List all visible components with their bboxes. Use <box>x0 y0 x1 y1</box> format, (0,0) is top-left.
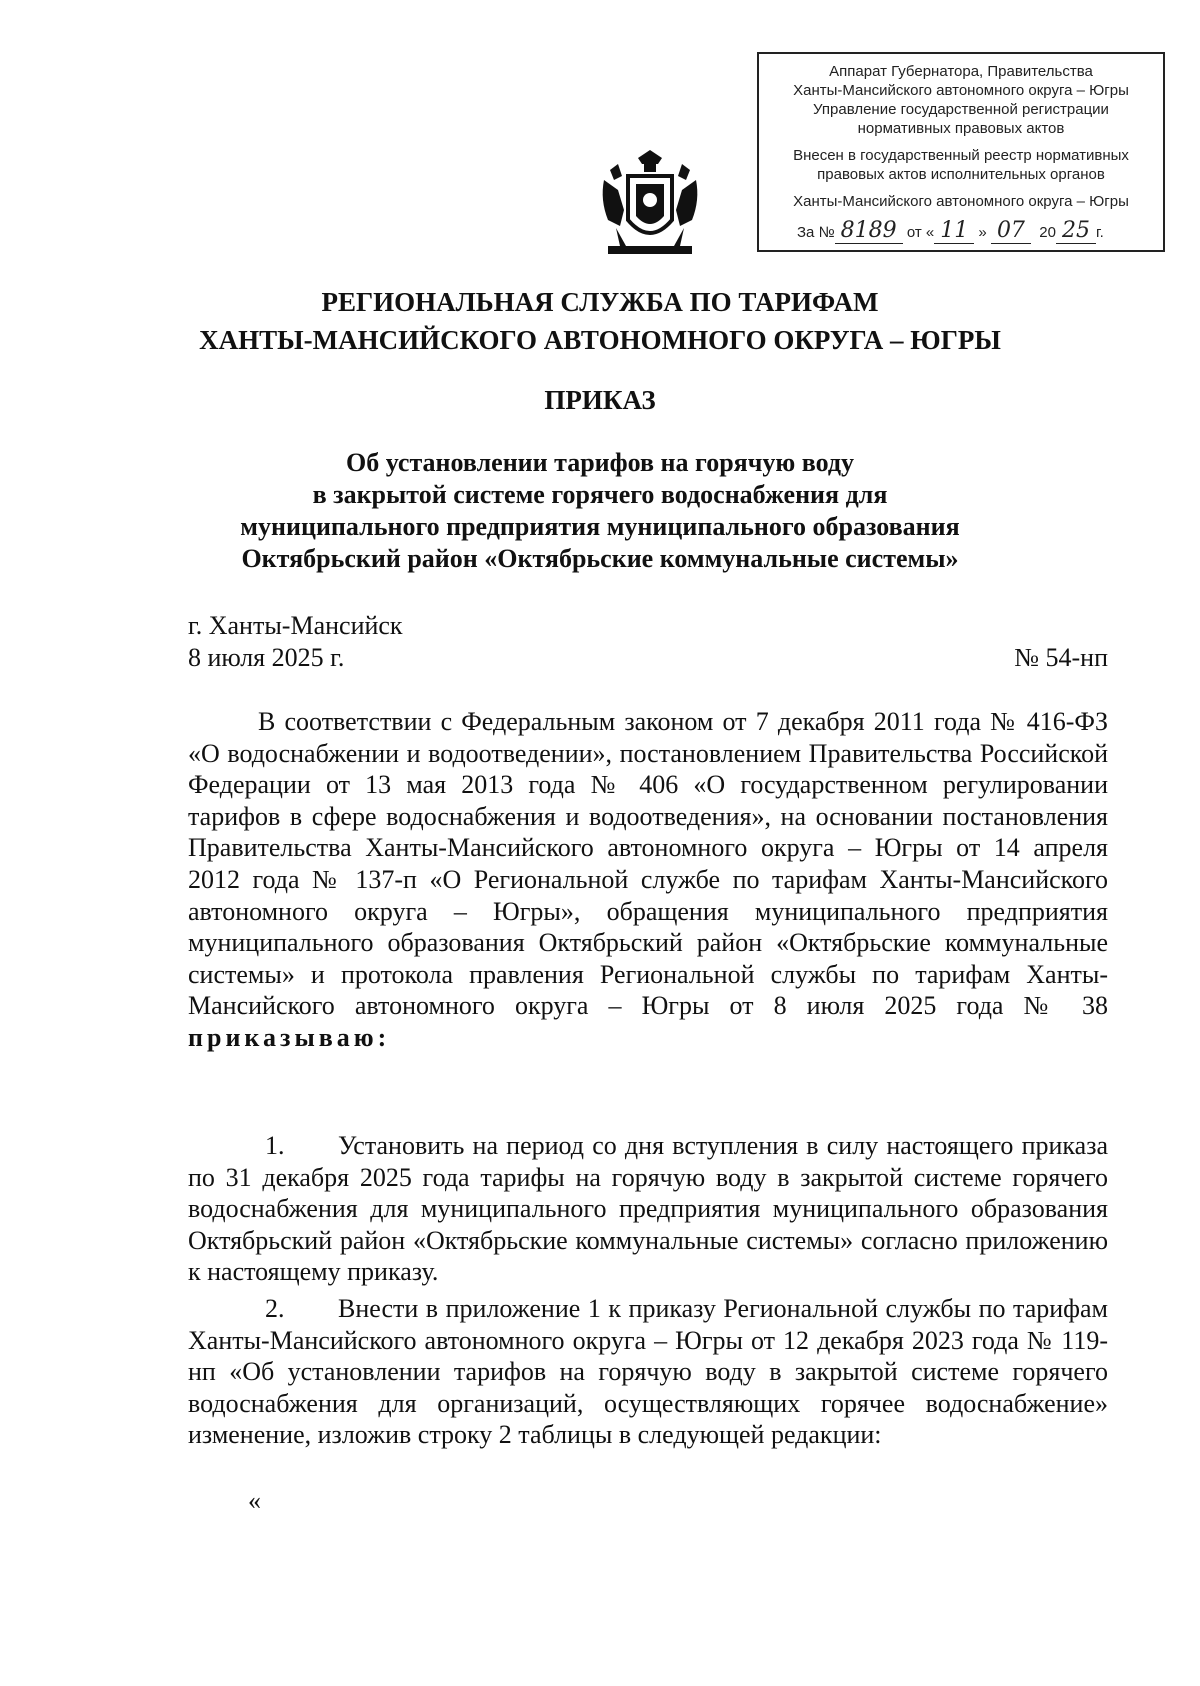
decree-word: приказываю: <box>188 1022 391 1052</box>
stamp-line: нормативных правовых актов <box>857 120 1065 137</box>
preamble-paragraph: В соответствии с Федеральным законом от 7 декабря 2011 года № 416-ФЗ «О водоснабжении и водоотведении», постановлением Правительства Российской Федерации от 13 мая 2013 года № 406 «О государственном регулировании тарифов в сфере водоснабжения и водоотведения», на основании постановления Правительства Ханты-Мансийского автономного округа – Югры от 14 апреля 2012 года № 137-п «О Региональной службе по тарифам Ханты-Мансийского автономного округа – Югры», обращения муниципального предприятия муниципального образования Октябрьский район «Октябрьские коммунальные системы» и протокола правления Региональной службы по тарифам Ханты-Мансийского автономного округа – Югры от 8 июля 2025 года № 38 приказываю: <box>188 707 1108 1052</box>
stamp-line: Ханты-Мансийского автономного округа – Югры <box>793 193 1129 210</box>
registration-number: 8189 <box>835 218 903 244</box>
document-number: № 54-нп <box>1014 643 1108 672</box>
coat-of-arms-icon <box>598 150 702 260</box>
document-subject: Об установлении тарифов на горячую воду в закрытой системе горячего водоснабжения для муниципального предприятия муниципального образования Октябрьский район «Октябрьские коммунальные системы» <box>240 448 960 573</box>
document-date: 8 июля 2025 г. <box>188 643 345 672</box>
list-item-number: 1. <box>265 1131 285 1160</box>
registration-stamp <box>757 52 1165 252</box>
stamp-line: Управление государственной регистрации <box>813 101 1109 118</box>
stamp-line: Аппарат Губернатора, Правительства <box>829 63 1093 80</box>
list-item <box>188 1293 1108 1451</box>
stamp-line: Внесен в государственный реестр нормативных <box>793 147 1129 164</box>
list-item-text: Установить на период со дня вступления в силу настоящего приказа по 31 декабря 2025 года тарифы на горячую воду в закрытой системе горячего водоснабжения для муниципального предприятия муниципального образования Октябрьский район «Октябрьские коммунальные системы» согласно приложению к настоящему приказу. <box>188 1131 1108 1287</box>
document-type: ПРИКАЗ <box>544 385 656 415</box>
list-item <box>188 1130 1108 1288</box>
opening-quote: « <box>248 1486 261 1515</box>
registration-day: 11 <box>934 218 974 244</box>
registration-year: 25 <box>1056 218 1096 244</box>
stamp-line: правовых актов исполнительных органов <box>817 166 1105 183</box>
organization-title: РЕГИОНАЛЬНАЯ СЛУЖБА ПО ТАРИФАМ ХАНТЫ-МАНСИЙСКОГО АВТОНОМНОГО ОКРУГА – ЮГРЫ <box>199 287 1001 355</box>
list-item-text: Внести в приложение 1 к приказу Региональной службы по тарифам Ханты-Мансийского автономного округа – Югры от 12 декабря 2023 года № 119-нп «Об установлении тарифов на горячую воду в закрытой системе горячего водоснабжения для организаций, осуществляющих горячее водоснабжение» изменение, изложив строку 2 таблицы в следующей редакции: <box>188 1294 1108 1450</box>
stamp-line: Ханты-Мансийского автономного округа – Югры <box>793 82 1129 99</box>
registration-month: 07 <box>991 218 1031 244</box>
document-city: г. Ханты-Мансийск <box>188 611 403 640</box>
stamp-registration-line: За № 8189 от « 11 » 07 20 25 г. <box>797 218 1104 243</box>
list-item-number: 2. <box>265 1294 285 1323</box>
